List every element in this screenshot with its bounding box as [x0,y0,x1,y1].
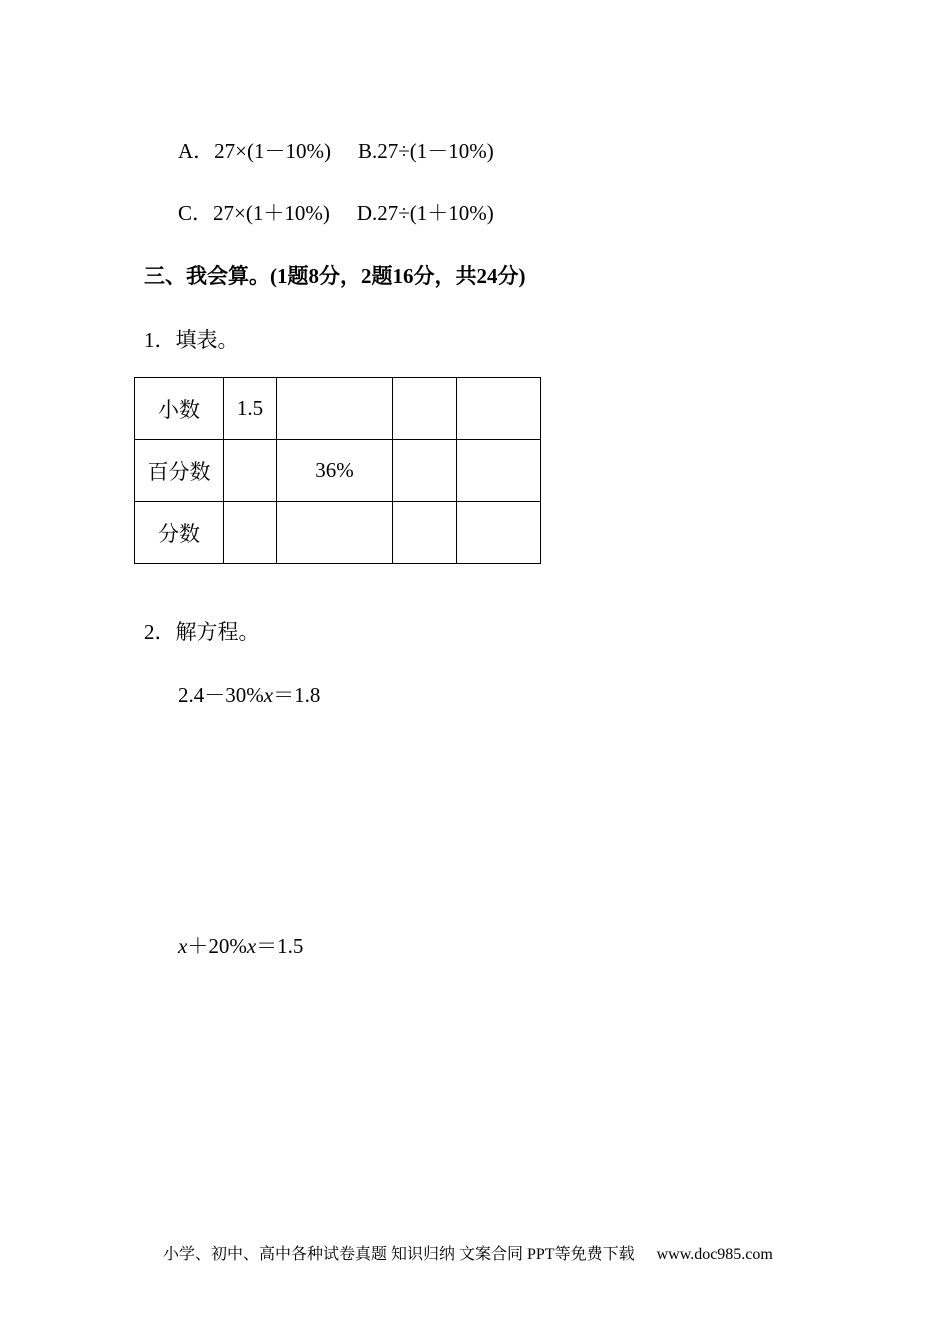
fill-table [134,377,541,564]
row-header-fraction: 分数 [135,502,224,564]
equation-2-right: ＝1.5 [256,934,304,958]
table-cell [277,502,393,564]
page-footer [163,1247,773,1263]
equation-1-right: ＝1.8 [273,683,321,707]
table-row [135,440,541,502]
equation-2-variable: x [246,934,257,958]
choice-row-ab [178,141,494,162]
table-cell [224,440,277,502]
option-b: B.27÷(1－10%) [358,139,494,163]
table-cell [457,378,541,440]
table-row [135,378,541,440]
table-cell: 1.5 [224,378,277,440]
table-cell [393,440,457,502]
row-header-percent: 百分数 [135,440,224,502]
option-a: A．27×(1－10%) [178,139,331,163]
table-cell [457,502,541,564]
table-cell [393,502,457,564]
table-cell [277,378,393,440]
row-header-decimal: 小数 [135,378,224,440]
section-title: 三、我会算。(1题8分，2题16分，共24分) [144,264,526,288]
table-cell [457,440,541,502]
equation-2 [178,936,303,957]
table-cell [224,502,277,564]
equation-2-variable: x [178,934,188,958]
table-cell [393,378,457,440]
option-d: D.27÷(1＋10%) [356,201,494,225]
equation-2-middle: ＋20% [187,934,247,958]
question-1-label: 1．填表。 [144,328,239,352]
footer-url: www.doc985.com [656,1246,773,1263]
option-c: C．27×(1＋10%) [178,201,330,225]
footer-text: 小学、初中、高中各种试卷真题 知识归纳 文案合同 PPT等免费下载 [163,1246,635,1263]
table-row [135,502,541,564]
equation-1-variable: x [263,683,274,707]
equation-1 [178,685,320,706]
choice-row-cd [178,203,494,224]
table-cell: 36% [277,440,393,502]
equation-1-left: 2.4－30% [178,683,264,707]
question-2-label: 2．解方程。 [144,620,260,644]
